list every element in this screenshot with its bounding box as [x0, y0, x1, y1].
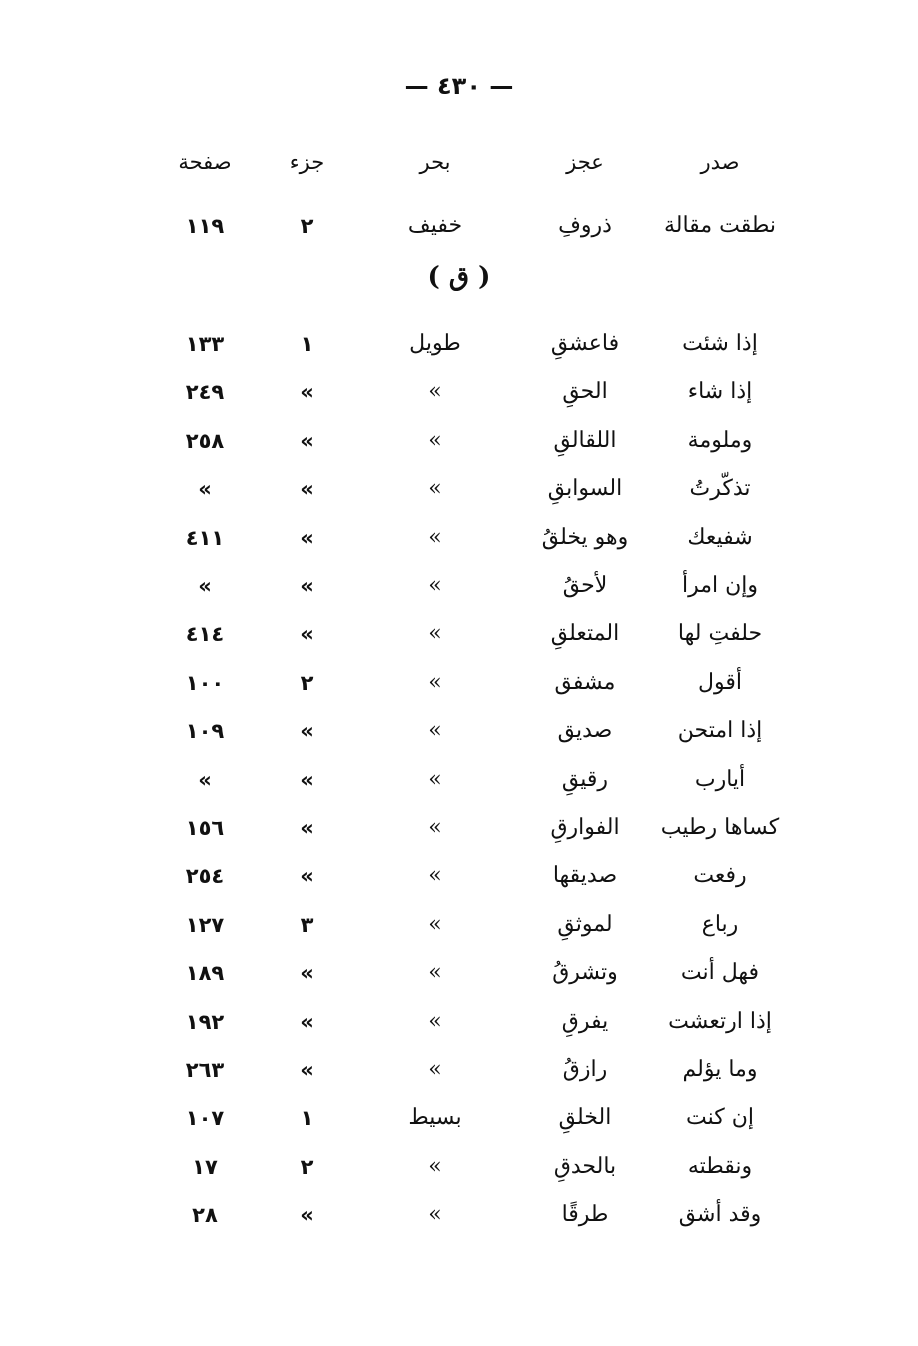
cell-meter: طويل: [409, 331, 461, 356]
cell-part: »: [300, 768, 314, 792]
table-row: [0, 516, 918, 560]
cell-meter: »: [428, 912, 442, 937]
cell-page: ٢٦٣: [185, 1058, 225, 1082]
header-ajz: عجز: [566, 150, 604, 174]
cell-sadr: إذا شاء: [687, 379, 753, 404]
cell-part: ٢: [300, 671, 314, 695]
cell-ajz: صديق: [557, 718, 613, 743]
cell-part: »: [300, 816, 314, 840]
cell-page: ٢٨: [192, 1203, 218, 1227]
table-header: [0, 140, 918, 184]
table-row: [0, 951, 918, 995]
cell-part: »: [300, 961, 314, 985]
cell-page: ١٧: [192, 1155, 218, 1179]
cell-sadr: وما يؤلم: [682, 1057, 758, 1082]
cell-ajz: الخلقِ: [558, 1105, 612, 1130]
cell-sadr: وملومة: [687, 428, 753, 453]
cell-page: ٢٥٨: [185, 429, 225, 453]
table-row: [0, 204, 918, 248]
cell-meter: »: [428, 815, 442, 840]
cell-meter: »: [428, 621, 442, 646]
cell-sadr: تذكّرتُ: [689, 476, 751, 501]
cell-sadr: أيارب: [694, 767, 746, 792]
cell-ajz: فاعشقِ: [550, 331, 620, 356]
cell-meter: »: [428, 379, 442, 404]
table-row: [0, 1193, 918, 1237]
cell-sadr: شفيعك: [687, 525, 753, 550]
cell-ajz: وهو يخلقُ: [541, 525, 629, 550]
cell-meter: »: [428, 1009, 442, 1034]
table-row: [0, 1096, 918, 1140]
table-row: [0, 758, 918, 802]
cell-page: ١٠٩: [185, 719, 225, 743]
cell-ajz: رازقُ: [562, 1057, 608, 1082]
cell-part: »: [300, 622, 314, 646]
cell-sadr: إذا امتحن: [677, 718, 763, 743]
cell-ajz: بالحدقِ: [553, 1154, 617, 1179]
cell-meter: »: [428, 1057, 442, 1082]
cell-sadr: نطقت مقالة: [663, 213, 776, 238]
table-row: [0, 1048, 918, 1092]
cell-meter: »: [428, 718, 442, 743]
cell-part: ١: [300, 1106, 314, 1130]
cell-part: ٢: [300, 1155, 314, 1179]
cell-ajz: لأحقُ: [562, 573, 608, 598]
header-part: جزء: [289, 150, 325, 174]
cell-page: »: [198, 768, 212, 792]
cell-sadr: ونقطته: [687, 1154, 753, 1179]
cell-ajz: وتشرقُ: [552, 960, 618, 985]
cell-part: »: [300, 864, 314, 888]
header-sadr: صدر: [700, 150, 740, 174]
cell-sadr: إن كنت: [686, 1105, 754, 1130]
cell-page: ٤١١: [185, 526, 225, 550]
table-row: [0, 1000, 918, 1044]
cell-page: ١٢٧: [185, 913, 225, 937]
cell-sadr: وقد أشق: [678, 1202, 762, 1227]
cell-part: »: [300, 477, 314, 501]
table-row: [0, 467, 918, 511]
table-row: [0, 903, 918, 947]
cell-ajz: المتعلقِ: [550, 621, 620, 646]
table-row: [0, 854, 918, 898]
cell-sadr: إذا شئت: [682, 331, 758, 356]
cell-part: »: [300, 719, 314, 743]
cell-ajz: الفوارقِ: [550, 815, 620, 840]
cell-sadr: حلفتِ لها: [677, 621, 763, 646]
cell-part: »: [300, 380, 314, 404]
cell-meter: »: [428, 428, 442, 453]
cell-ajz: ذروفِ: [558, 213, 612, 238]
table-row: [0, 612, 918, 656]
cell-page: »: [198, 477, 212, 501]
cell-page: ٢٤٩: [185, 380, 225, 404]
cell-sadr: رفعت: [693, 863, 747, 888]
cell-sadr: فهل أنت: [680, 960, 760, 985]
cell-ajz: يفرقِ: [561, 1009, 609, 1034]
cell-ajz: لموثقِ: [557, 912, 613, 937]
cell-ajz: السوابقِ: [547, 476, 623, 501]
cell-part: »: [300, 1203, 314, 1227]
cell-meter: »: [428, 476, 442, 501]
cell-meter: »: [428, 1202, 442, 1227]
table-row: [0, 661, 918, 705]
cell-page: ١١٩: [185, 214, 225, 238]
cell-meter: »: [428, 767, 442, 792]
cell-page: ١٥٦: [185, 816, 225, 840]
header-page: صفحة: [178, 150, 232, 174]
cell-part: ٣: [300, 913, 314, 937]
cell-part: »: [300, 1010, 314, 1034]
cell-meter: »: [428, 573, 442, 598]
cell-sadr: أقول: [698, 670, 742, 695]
cell-part: »: [300, 429, 314, 453]
cell-sadr: وإن امرأ: [681, 573, 759, 598]
cell-meter: »: [428, 960, 442, 985]
cell-page: ١٩٢: [185, 1010, 225, 1034]
cell-meter: »: [428, 670, 442, 695]
page-number: — ٤٣٠ —: [404, 72, 514, 100]
cell-page: ١٨٩: [185, 961, 225, 985]
cell-ajz: رقيقِ: [561, 767, 609, 792]
section-letter-heading: ( ق ): [427, 262, 491, 292]
table-row: [0, 709, 918, 753]
table-row: [0, 564, 918, 608]
cell-page: ١٠٧: [185, 1106, 225, 1130]
table-row: [0, 419, 918, 463]
cell-page: ٤١٤: [185, 622, 225, 646]
cell-part: ٢: [300, 214, 314, 238]
cell-part: »: [300, 526, 314, 550]
cell-page: ١٣٣: [185, 332, 225, 356]
cell-part: »: [300, 1058, 314, 1082]
table-row: [0, 370, 918, 414]
cell-sadr: كساها رطيب: [660, 815, 780, 840]
header-meter: بحر: [419, 150, 451, 174]
cell-part: ١: [300, 332, 314, 356]
cell-ajz: اللقالقِ: [553, 428, 617, 453]
cell-ajz: الحقِ: [562, 379, 608, 404]
cell-meter: »: [428, 863, 442, 888]
cell-meter: »: [428, 1154, 442, 1179]
table-row: [0, 806, 918, 850]
cell-ajz: مشفق: [554, 670, 616, 695]
cell-sadr: رباع: [701, 912, 739, 937]
cell-meter: »: [428, 525, 442, 550]
cell-page: ١٠٠: [185, 671, 225, 695]
cell-sadr: إذا ارتعشت: [668, 1009, 772, 1034]
table-row: [0, 322, 918, 366]
cell-page: »: [198, 574, 212, 598]
cell-ajz: صديقها: [552, 863, 618, 888]
cell-meter: خفيف: [407, 213, 463, 238]
cell-ajz: طرقًا: [561, 1202, 609, 1227]
cell-page: ٢٥٤: [185, 864, 225, 888]
cell-meter: بسيط: [408, 1105, 462, 1130]
cell-part: »: [300, 574, 314, 598]
table-row: [0, 1145, 918, 1189]
